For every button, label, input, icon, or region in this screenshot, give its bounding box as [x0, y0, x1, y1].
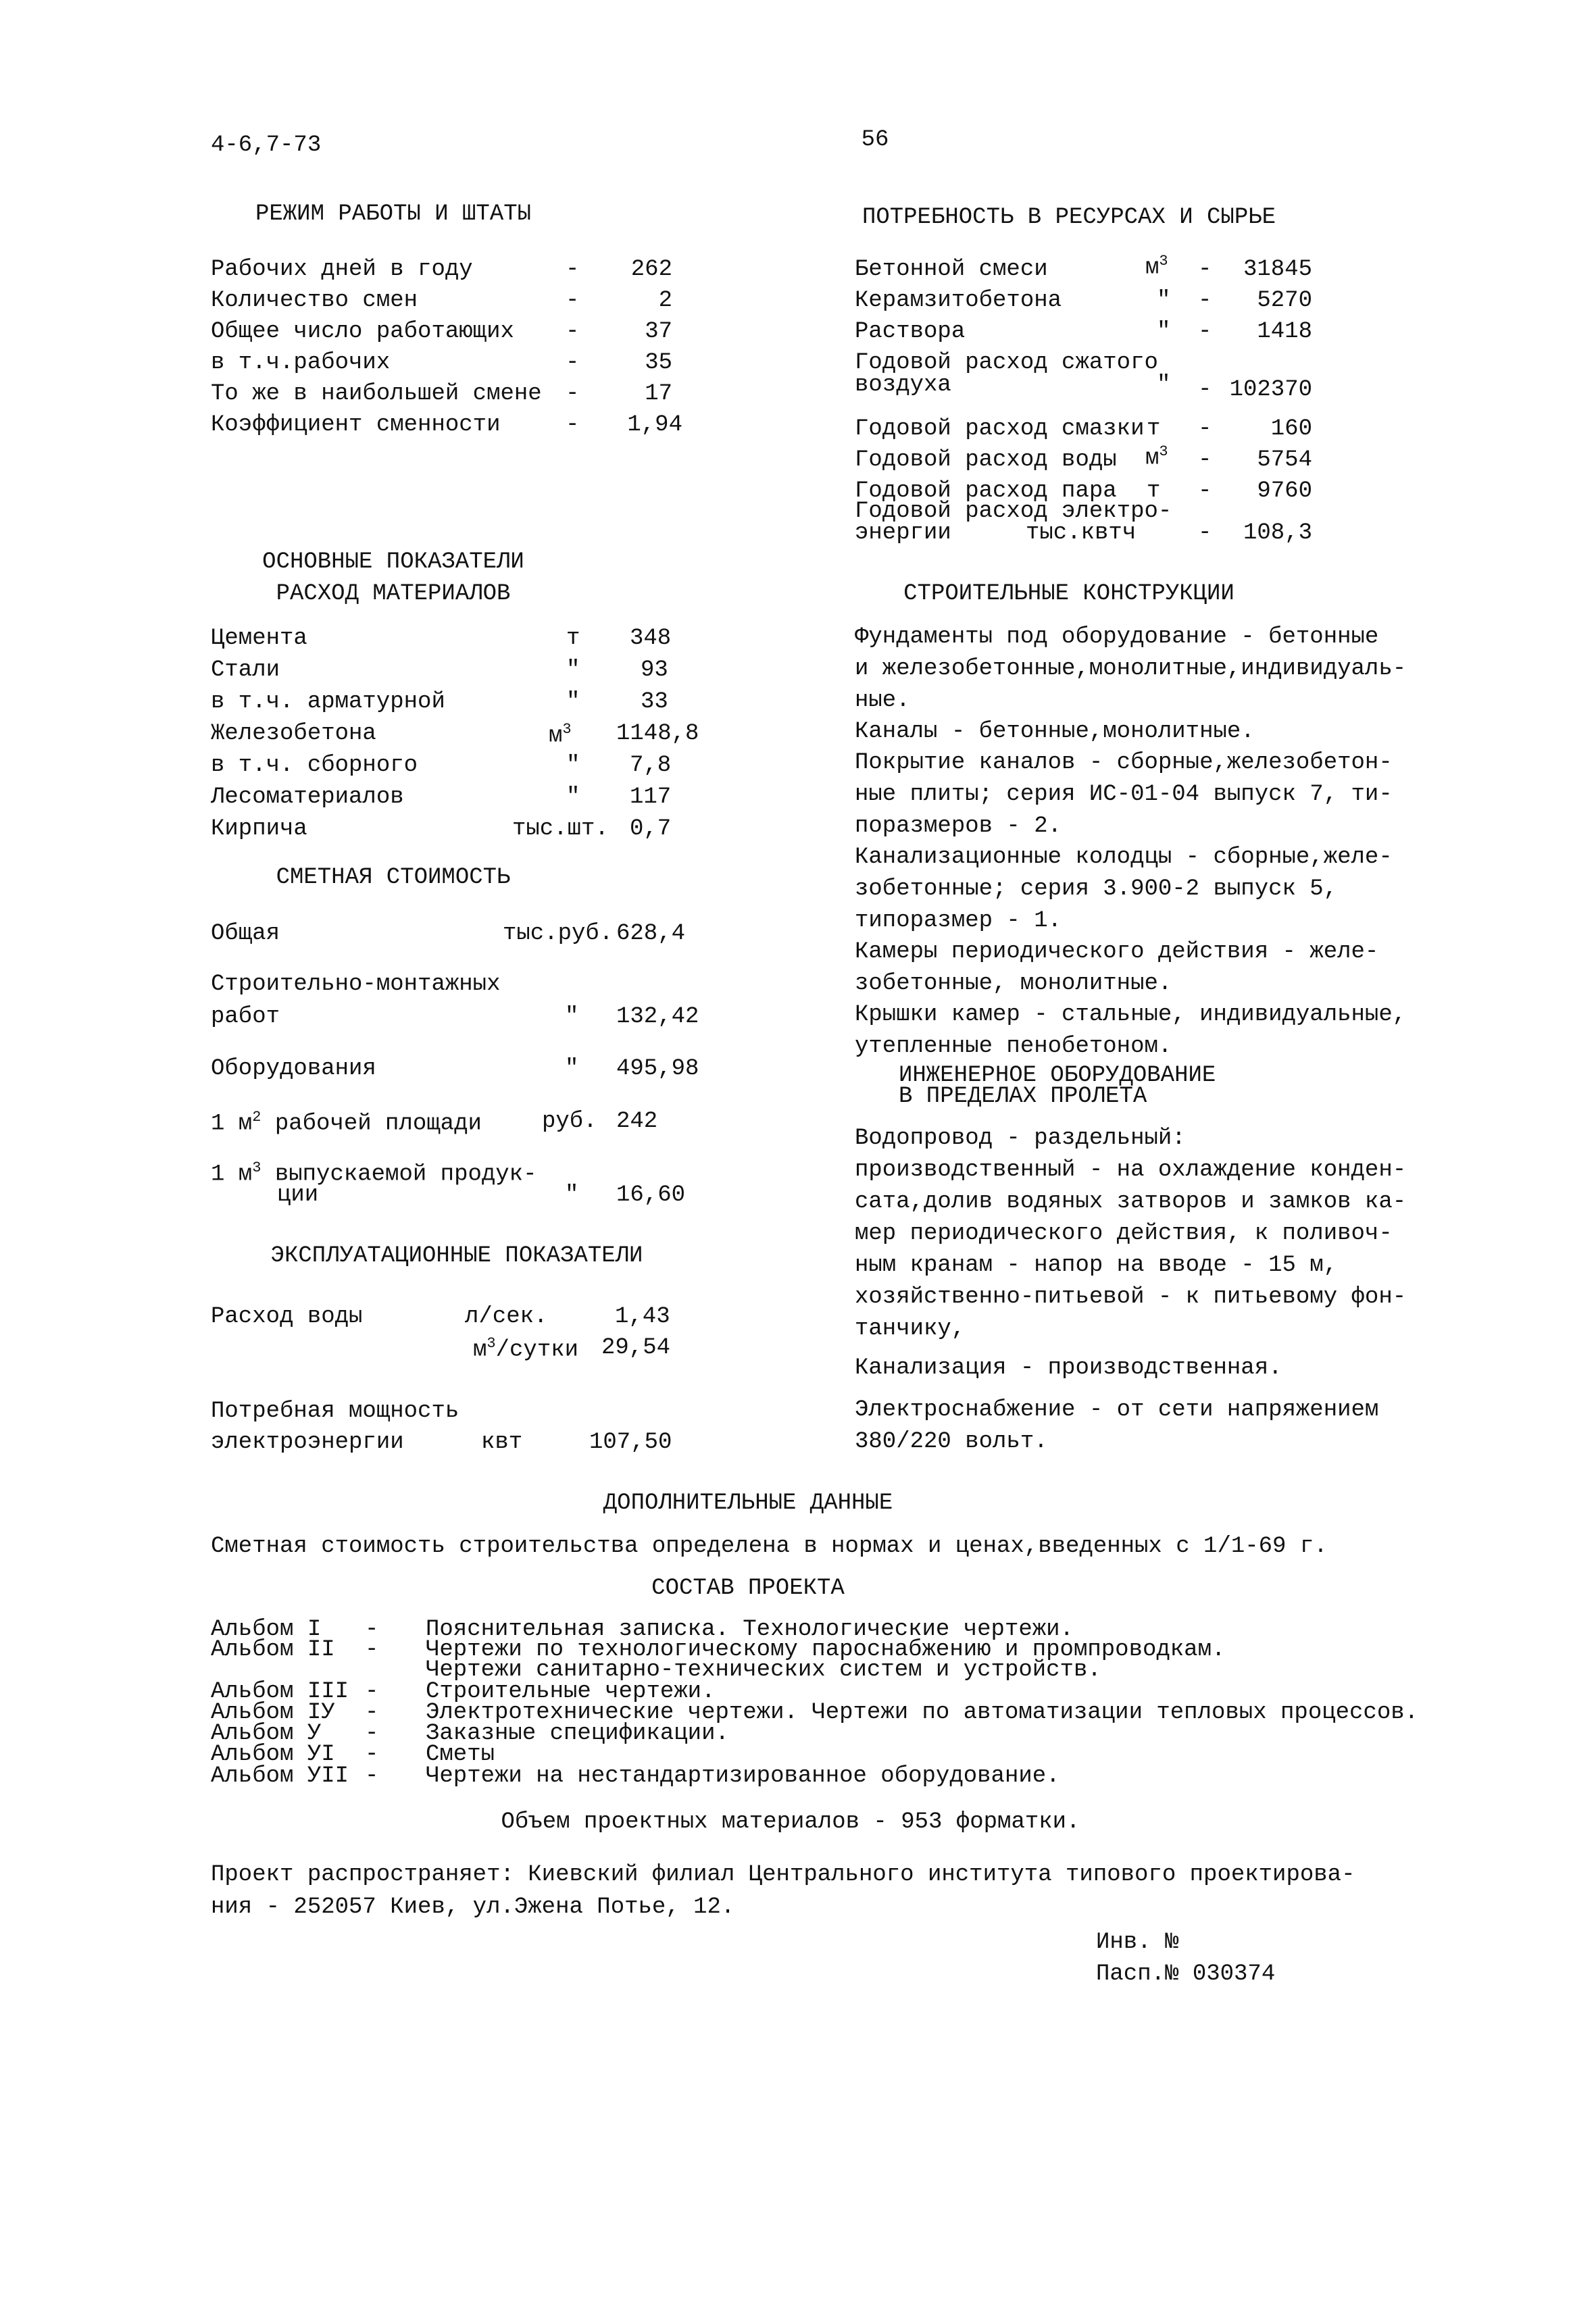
engineering-line: Электроснабжение - от сети напряжением: [855, 1397, 1379, 1423]
regime-value-5: 1,94: [627, 412, 682, 438]
distributor-line1: Проект распространяет: Киевский филиал Центрального института типового проектирова-: [211, 1862, 1355, 1888]
construction-para-0: [855, 626, 1406, 721]
construction-para-3: [855, 846, 1393, 941]
estimate-area-text: рабочей площади: [261, 1111, 482, 1137]
resource-value-1: 5270: [1257, 288, 1312, 313]
material-label-4: в т.ч. сборного: [211, 753, 418, 778]
engineering-title1: ИНЖЕНЕРНОЕ ОБОРУДОВАНИЕ: [899, 1063, 1216, 1088]
water-unit2: [473, 1336, 578, 1361]
resource-value-3: 102370: [1229, 377, 1312, 403]
estimate-eq-unit: ": [565, 1056, 579, 1082]
resource-dash-3: -: [1198, 377, 1212, 403]
album-name-4: Альбом У: [211, 1721, 322, 1746]
construction-line: Фундаменты под оборудование - бетонные: [855, 624, 1379, 650]
passport-number: Пасп.№ 030374: [1096, 1961, 1276, 1987]
construction-line: зобетонные, монолитные.: [855, 971, 1172, 997]
regime-label-2: Общее число работающих: [211, 319, 514, 345]
distributor-line2: ния - 252057 Киев, ул.Эжена Потье, 12.: [211, 1894, 735, 1920]
engineering-water: [855, 1127, 1406, 1349]
resource-dash-2: -: [1198, 319, 1212, 345]
estimate-area-pre: 1 м: [211, 1111, 253, 1137]
material-value-3: 1148,8: [616, 721, 699, 747]
estimate-total-value: 628,4: [616, 921, 686, 947]
album-desc-2: Строительные чертежи.: [426, 1679, 716, 1705]
estimate-cm-value: 132,42: [616, 1004, 699, 1030]
resource-label-1: Керамзитобетона: [855, 288, 1062, 313]
estimate-prod-pre: 1 м: [211, 1161, 253, 1188]
regime-dash-5: -: [566, 412, 580, 438]
regime-dash-2: -: [566, 319, 580, 345]
material-value-2: 33: [641, 689, 668, 715]
resource-dash-4: -: [1198, 416, 1212, 442]
resource-value-4: 160: [1270, 416, 1312, 442]
water-unit1: л/сек.: [465, 1304, 548, 1330]
engineering-line: мер периодического действия, к поливоч-: [855, 1221, 1393, 1247]
estimate-cm-label1: Строительно-монтажных: [211, 972, 501, 997]
project-volume: Объем проектных материалов - 953 форматки.: [501, 1809, 1080, 1835]
regime-dash-0: -: [566, 257, 580, 282]
material-value-1: 93: [641, 657, 668, 683]
estimate-prod-text: выпускаемой продук-: [261, 1161, 537, 1188]
estimate-prod-value: 16,60: [616, 1182, 686, 1208]
regime-label-3: в т.ч.рабочих: [211, 350, 391, 376]
estimate-prod-unit: ": [565, 1182, 579, 1208]
estimate-area-sup: 2: [252, 1109, 261, 1126]
construction-line: Канализационные колодцы - сборные,желе-: [855, 845, 1393, 870]
estimate-total-unit: тыс.руб.: [503, 921, 614, 947]
construction-line: Крышки камер - стальные, индивидуальные,: [855, 1002, 1407, 1028]
water-value1: 1,43: [615, 1304, 670, 1330]
album-dash-4: -: [365, 1721, 379, 1746]
material-unit-1: ": [566, 657, 580, 683]
construction-line: Покрытие каналов - сборные,железобетон-: [855, 750, 1393, 776]
power-label1: Потребная мощность: [211, 1399, 459, 1424]
water-unit2-sup: 3: [487, 1335, 496, 1352]
resource-label-2: Раствора: [855, 319, 966, 345]
material-unit-6: тыс.шт.: [512, 816, 609, 842]
material-unit-4: ": [566, 753, 580, 778]
constructions-title: СТРОИТЕЛЬНЫЕ КОНСТРУКЦИИ: [903, 581, 1235, 607]
regime-value-2: 37: [645, 319, 672, 345]
material-value-0: 348: [630, 626, 672, 651]
construction-para-1: [855, 720, 1255, 752]
material-value-6: 0,7: [630, 816, 672, 842]
album-name-3: Альбом IУ: [211, 1700, 335, 1726]
material-unit-3-sup: 3: [562, 721, 572, 738]
regime-value-1: 2: [658, 288, 672, 313]
resource-dash-6: -: [1198, 478, 1212, 504]
water-label: Расход воды: [211, 1304, 363, 1330]
resource-value-7: 108,3: [1243, 520, 1312, 546]
engineering-sewer: Канализация - производственная.: [855, 1355, 1282, 1381]
album-desc-1a: Чертежи по технологическому пароснабжению и промпроводкам.: [426, 1637, 1226, 1663]
estimate-area-unit: руб.: [542, 1109, 597, 1134]
resource-label2-3: воздуха: [855, 372, 951, 398]
power-label2: электроэнергии: [211, 1430, 404, 1455]
construction-line: ные плиты; серия ИС-01-04 выпуск 7, ти-: [855, 782, 1393, 807]
material-label-0: Цемента: [211, 626, 307, 651]
resource-label-3: Годовой расход сжатого: [855, 350, 1158, 376]
resource-unit-6: т: [1147, 478, 1161, 504]
engineering-line: ным кранам - напор на вводе - 15 м,: [855, 1253, 1338, 1278]
resource-label-0: Бетонной смеси: [855, 257, 1048, 282]
page-number: 56: [861, 127, 889, 153]
regime-dash-4: -: [566, 381, 580, 407]
estimate-eq-value: 495,98: [616, 1056, 699, 1082]
construction-line: и железобетонные,монолитные,индивидуаль-: [855, 656, 1407, 682]
resource-unit-5: [1145, 445, 1168, 470]
material-unit-3: [549, 722, 572, 747]
engineering-line: танчику,: [855, 1316, 966, 1342]
album-desc-5: Сметы: [426, 1742, 495, 1767]
estimate-eq-label: Оборудования: [211, 1056, 376, 1082]
resource-unit-0-base: м: [1145, 255, 1159, 281]
album-name-0: Альбом I: [211, 1617, 322, 1642]
construction-para-5: [855, 1003, 1406, 1067]
estimate-area-value: 242: [616, 1109, 658, 1134]
album-desc-0: Пояснительная записка. Технологические чертежи.: [426, 1617, 1074, 1642]
engineering-line: Водопровод - раздельный:: [855, 1126, 1186, 1151]
resource-unit-1: ": [1157, 288, 1171, 313]
regime-label-5: Коэффициент сменности: [211, 412, 501, 438]
material-label-5: Лесоматериалов: [211, 784, 404, 810]
album-dash-3: -: [365, 1700, 379, 1726]
engineering-title2: В ПРЕДЕЛАХ ПРОЛЕТА: [899, 1084, 1147, 1109]
regime-dash-1: -: [566, 288, 580, 313]
estimate-prod-sup: 3: [252, 1159, 261, 1176]
regime-title: РЕЖИМ РАБОТЫ И ШТАТЫ: [255, 201, 532, 227]
resource-unit-2: ": [1157, 319, 1171, 345]
additional-title: ДОПОЛНИТЕЛЬНЫЕ ДАННЫЕ: [603, 1490, 893, 1516]
construction-line: зобетонные; серия 3.900-2 выпуск 5,: [855, 876, 1338, 902]
water-unit2-pre: м: [473, 1337, 487, 1363]
resource-unit-3: ": [1157, 372, 1171, 398]
estimate-title: СМЕТНАЯ СТОИМОСТЬ: [276, 865, 511, 890]
engineering-line: 380/220 вольт.: [855, 1429, 1048, 1455]
construction-para-4: [855, 940, 1378, 1004]
power-value: 107,50: [589, 1430, 672, 1455]
operational-title: ЭКСПЛУАТАЦИОННЫЕ ПОКАЗАТЕЛИ: [270, 1243, 643, 1269]
resource-label-7: Годовой расход электро-: [855, 499, 1172, 524]
resource-label-6: Годовой расход пара: [855, 478, 1117, 504]
material-label-6: Кирпича: [211, 816, 307, 842]
resource-value-2: 1418: [1257, 319, 1312, 345]
water-unit2-post: /сутки: [495, 1337, 579, 1363]
estimate-cm-label2: работ: [211, 1004, 280, 1030]
resource-dash-1: -: [1198, 288, 1212, 313]
composition-title: СОСТАВ ПРОЕКТА: [651, 1576, 845, 1601]
regime-value-0: 262: [630, 257, 672, 282]
album-desc-4: Заказные спецификации.: [426, 1721, 729, 1746]
album-desc-1b: Чертежи санитарно-технических систем и устройств.: [426, 1657, 1101, 1683]
estimate-cm-unit: ": [565, 1004, 579, 1030]
material-unit-3-base: м: [549, 723, 563, 749]
regime-label-0: Рабочих дней в году: [211, 257, 473, 282]
construction-line: Камеры периодического действия - желе-: [855, 939, 1379, 965]
regime-value-4: 17: [645, 381, 672, 407]
resource-unit-5-base: м: [1145, 445, 1159, 472]
resource-unit-7: тыс.квтч: [1026, 520, 1137, 546]
resource-dash-5: -: [1198, 447, 1212, 473]
document-code: 4-6,7-73: [211, 132, 322, 158]
resource-dash-0: -: [1198, 257, 1212, 282]
material-unit-0: т: [566, 626, 580, 651]
material-label-3: Железобетона: [211, 721, 376, 747]
material-unit-5: ": [566, 784, 580, 810]
construction-line: ные.: [855, 688, 910, 713]
album-desc-3: Электротехнические чертежи. Чертежи по автоматизации тепловых процессов.: [426, 1700, 1419, 1726]
resource-label2-7: энергии: [855, 520, 951, 546]
resource-label-5: Годовой расход воды: [855, 447, 1117, 473]
resource-unit-4: т: [1147, 416, 1161, 442]
material-label-2: в т.ч. арматурной: [211, 689, 445, 715]
construction-line: утепленные пенобетоном.: [855, 1034, 1172, 1059]
resource-unit-0-sup: 3: [1159, 253, 1168, 270]
resource-unit-0: [1145, 254, 1168, 279]
material-value-4: 7,8: [630, 753, 672, 778]
album-name-1: Альбом II: [211, 1637, 335, 1663]
engineering-power: [855, 1399, 1378, 1462]
album-dash-1: -: [365, 1637, 379, 1663]
estimate-total-label: Общая: [211, 921, 280, 947]
resource-value-6: 9760: [1257, 478, 1312, 504]
estimate-prod-label: [211, 1161, 537, 1186]
resource-value-0: 31845: [1243, 257, 1312, 282]
regime-dash-3: -: [566, 350, 580, 376]
album-name-2: Альбом III: [211, 1679, 349, 1705]
resources-title: ПОТРЕБНОСТЬ В РЕСУРСАХ И СЫРЬЕ: [862, 205, 1276, 230]
album-dash-0: -: [365, 1617, 379, 1642]
additional-text: Сметная стоимость строительства определена в нормах и ценах,введенных с 1/1-69 г.: [211, 1534, 1328, 1559]
resource-unit-5-sup: 3: [1159, 443, 1168, 460]
construction-line: поразмеров - 2.: [855, 813, 1062, 839]
construction-line: Каналы - бетонные,монолитные.: [855, 719, 1255, 745]
album-dash-6: -: [365, 1763, 379, 1789]
regime-label-1: Количество смен: [211, 288, 418, 313]
regime-value-3: 35: [645, 350, 672, 376]
regime-label-4: То же в наибольшей смене: [211, 381, 542, 407]
material-label-1: Стали: [211, 657, 280, 683]
material-value-5: 117: [630, 784, 672, 810]
construction-para-2: [855, 751, 1393, 847]
album-desc-6: Чертежи на нестандартизированное оборудование.: [426, 1763, 1060, 1789]
album-dash-2: -: [365, 1679, 379, 1705]
resource-value-5: 5754: [1257, 447, 1312, 473]
estimate-area-label: [211, 1110, 482, 1135]
inventory-number: Инв. №: [1096, 1930, 1179, 1955]
resource-dash-7: -: [1198, 520, 1212, 546]
album-name-5: Альбом УI: [211, 1742, 335, 1767]
indicators-title: ОСНОВНЫЕ ПОКАЗАТЕЛИ: [262, 549, 524, 575]
water-value2: 29,54: [601, 1335, 671, 1361]
estimate-prod-label2: ции: [277, 1182, 319, 1208]
engineering-line: хозяйственно-питьевой - к питьевому фон-: [855, 1284, 1407, 1310]
materials-title: РАСХОД МАТЕРИАЛОВ: [276, 581, 511, 607]
engineering-line: производственный - на охлаждение конден-: [855, 1157, 1407, 1183]
album-dash-5: -: [365, 1742, 379, 1767]
resource-label-4: Годовой расход смазки: [855, 416, 1145, 442]
engineering-line: сата,долив водяных затворов и замков ка-: [855, 1189, 1407, 1215]
construction-line: типоразмер - 1.: [855, 908, 1062, 934]
album-name-6: Альбом УII: [211, 1763, 349, 1789]
power-unit: квт: [481, 1430, 523, 1455]
material-unit-2: ": [566, 689, 580, 715]
